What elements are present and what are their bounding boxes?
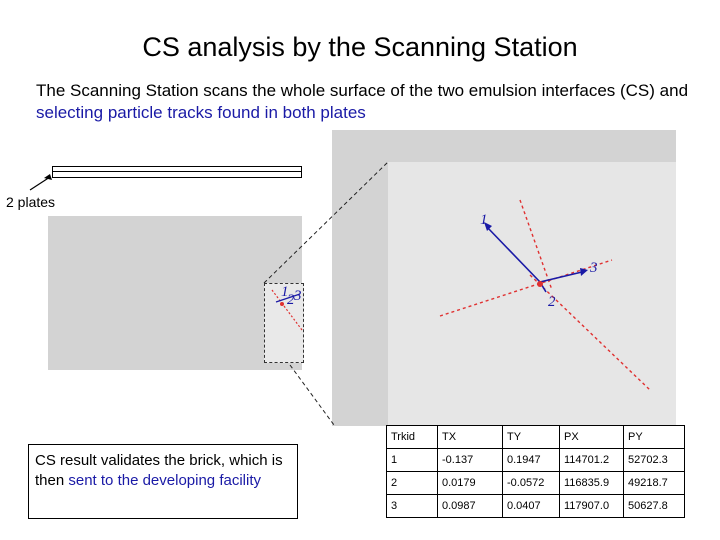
table-cell: -0.137 [438,449,503,472]
track-label-3: 3 [590,260,598,276]
zoom-label-3: 3 [294,288,302,304]
table-cell: 0.1947 [503,449,560,472]
table-cell: 114701.2 [560,449,624,472]
zoom-connector-top [264,162,388,283]
track-label-1: 1 [480,212,488,228]
track-parameters-table [386,425,685,518]
table-cell: -0.0572 [503,472,560,495]
table-row [387,449,685,472]
table-cell: 49218.7 [624,472,685,495]
cs-note-text: CS result validates the brick, which is then [35,452,283,489]
zoom-vertex-marker [280,302,284,306]
table-cell: 117907.0 [560,495,624,518]
table-header: PY [624,426,685,449]
table-cell: 2 [387,472,438,495]
cs-result-note [28,444,298,519]
plates-pointer-arrow [30,177,50,190]
red-track-1 [520,200,552,290]
red-track-2 [530,275,650,390]
plates-label: 2 plates [6,194,56,210]
table-cell: 0.0179 [438,472,503,495]
table-header: Trkid [387,426,438,449]
cs-note-highlight: sent to the developing facility [68,472,261,489]
subtitle-text: The Scanning Station scans the whole surface of the two emulsion interfaces (CS) and [36,81,689,100]
zoom-label-1: 1 [281,284,289,300]
table-header: PX [560,426,624,449]
table-header-row [387,426,685,449]
table-cell: 116835.9 [560,472,624,495]
table-row [387,472,685,495]
table-row [387,495,685,518]
plates-pointer-arrowhead [44,174,52,180]
subtitle-highlight: selecting particle tracks found in both plates [36,103,366,122]
vertex-marker [537,281,543,287]
zoom-connector-bottom [290,365,334,425]
slide-title: CS analysis by the Scanning Station [142,32,578,62]
blue-track-3-arrowhead [580,268,588,276]
table-header: TX [438,426,503,449]
table-cell: 1 [387,449,438,472]
table-cell: 0.0987 [438,495,503,518]
table-cell: 0.0407 [503,495,560,518]
table-cell: 50627.8 [624,495,685,518]
table-cell: 3 [387,495,438,518]
table-header: TY [503,426,560,449]
table-cell: 52702.3 [624,449,685,472]
track-label-2: 2 [548,294,556,310]
zoom-label-2: 2 [287,292,295,308]
